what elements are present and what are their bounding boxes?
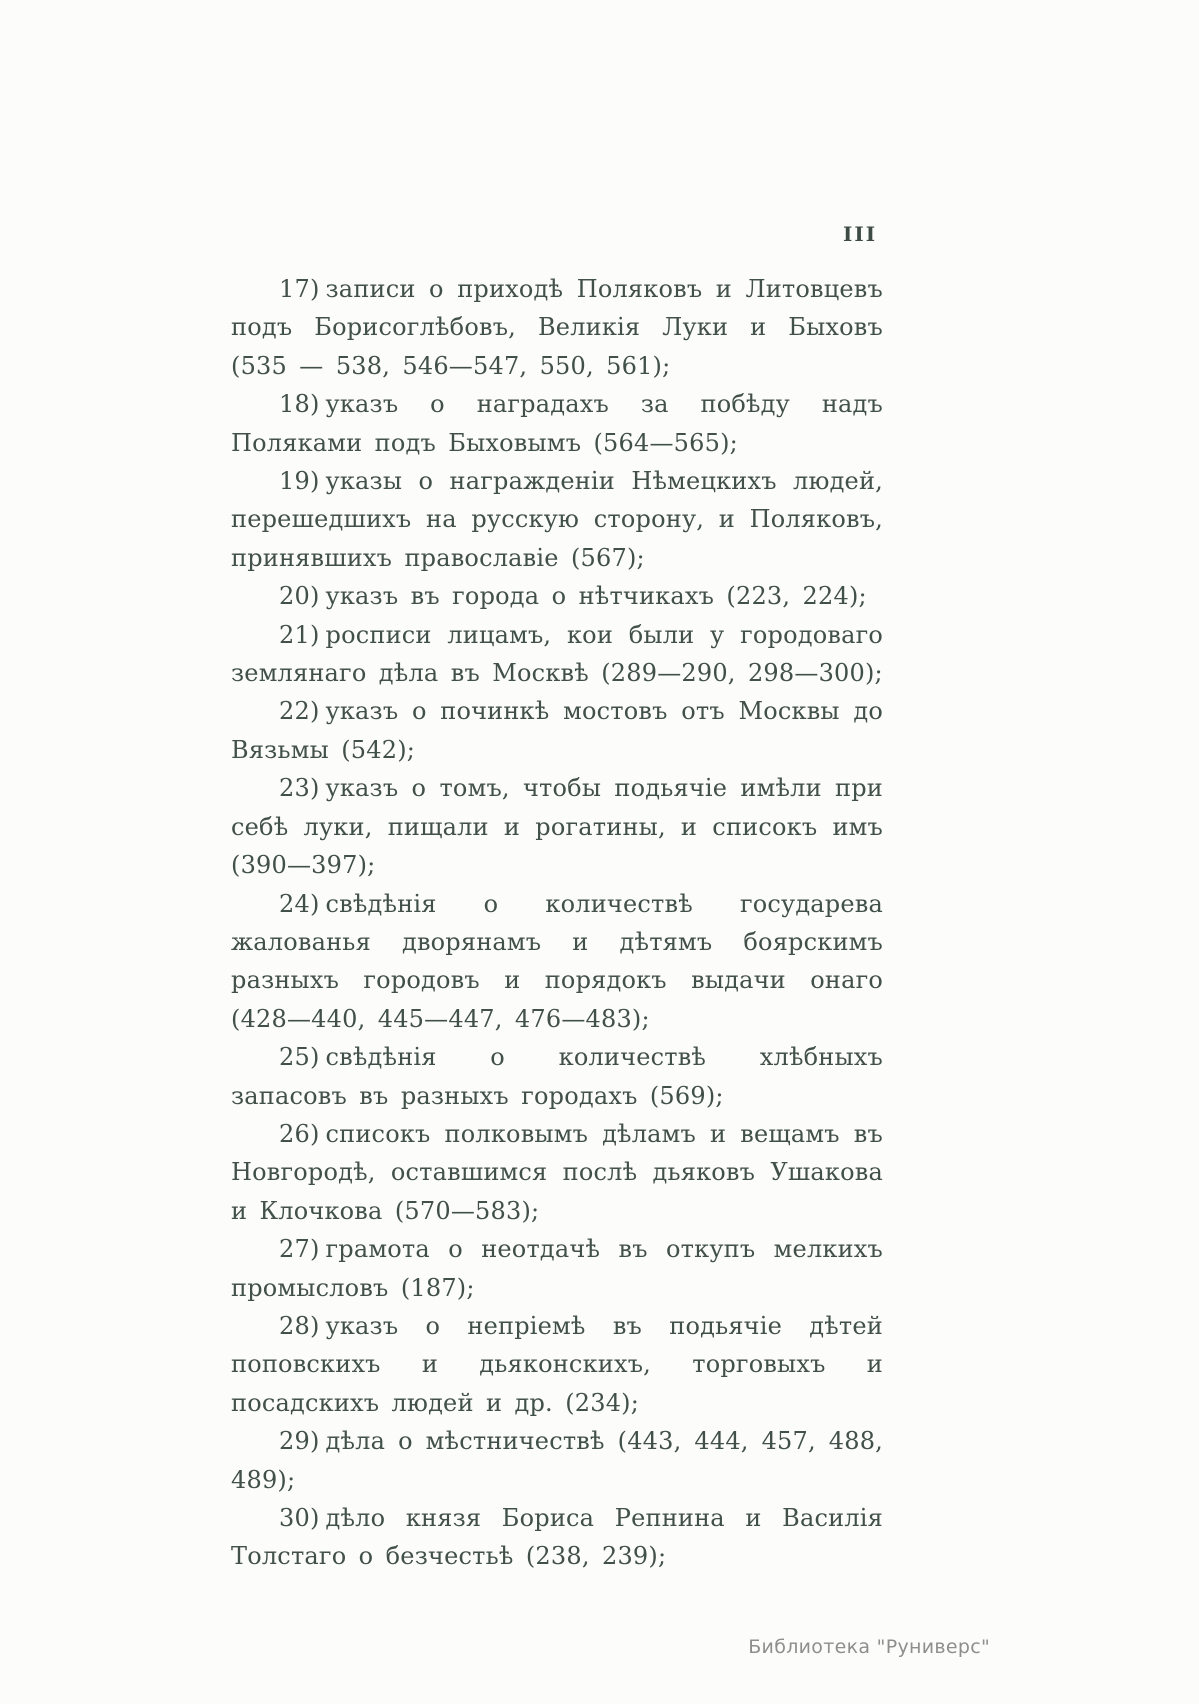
entry-text: записи о приходѣ Поляковъ и Литовцевъ подъ Борисоглѣбовъ, Великія Луки и Быховъ (535 — 538, 546—547, 550, 561); (231, 275, 883, 380)
entry-text: грамота о неотдачѣ въ откупъ мелкихъ промысловъ (187); (231, 1235, 883, 1302)
entry-text: свѣдѣнія о количествѣ хлѣбныхъ запасовъ въ разныхъ городахъ (569); (231, 1043, 883, 1110)
entry-number: 28) (279, 1311, 320, 1340)
entry-text: списокъ полковымъ дѣламъ и вещамъ въ Новгородѣ, оставшимся послѣ дьяковъ Ушакова и Клочкова (570—583); (231, 1119, 883, 1225)
entry-number: 30) (279, 1504, 320, 1532)
list-item (231, 1038, 883, 1115)
list-item (231, 385, 883, 462)
entry-number: 24) (279, 889, 320, 918)
entry-number: 29) (279, 1427, 320, 1456)
entry-number: 25) (279, 1043, 320, 1072)
list-item (231, 270, 883, 385)
entry-number: 18) (279, 390, 320, 419)
entry-text: указъ въ города о нѣтчикахъ (223, 224); (325, 582, 867, 611)
list-item (231, 769, 883, 884)
entry-number: 21) (279, 620, 320, 649)
list-item (231, 1230, 883, 1307)
list-item (231, 1307, 883, 1422)
list-item (231, 1422, 883, 1499)
entry-text: свѣдѣнія о количествѣ государева жалованья дворянамъ и дѣтямъ боярскимъ разныхъ городовъ и порядокъ выдачи онаго (428—440, 445—447, 476—483); (231, 889, 883, 1033)
entry-number: 23) (279, 774, 320, 803)
entry-text: указы о награжденіи Нѣмецкихъ людей, перешедшихъ на русскую сторону, и Поляковъ, принявшихъ православіе (567); (231, 467, 883, 572)
entry-number: 17) (279, 275, 320, 303)
entry-number: 26) (279, 1119, 320, 1148)
entry-text: указъ о непріемѣ въ подьячіе дѣтей поповскихъ и дьяконскихъ, торговыхъ и посадскихъ людей и др. (234); (231, 1311, 883, 1417)
entry-number: 19) (279, 467, 320, 496)
entry-text: указъ о починкѣ мостовъ отъ Москвы до Вязьмы (542); (231, 697, 883, 764)
list-item (231, 462, 883, 577)
entry-number: 20) (279, 582, 320, 611)
entry-text: указъ о томъ, чтобы подьячіе имѣли при себѣ луки, пищали и рогатины, и списокъ имъ (390—397); (231, 774, 883, 880)
list-item (231, 1499, 883, 1576)
list-item (231, 1115, 883, 1230)
entry-number: 27) (279, 1235, 320, 1264)
entry-text: росписи лицамъ, кои были у городоваго землянаго дѣла въ Москвѣ (289—290, 298—300); (231, 620, 883, 688)
entry-number: 22) (279, 697, 320, 726)
list-item (231, 616, 883, 693)
list-item (231, 577, 883, 615)
entry-text: дѣло князя Бориса Репнина и Василія Толстаго о безчестьѣ (238, 239); (231, 1504, 883, 1571)
list-item (231, 885, 883, 1039)
page-number: III (843, 222, 878, 246)
entry-text: указъ о наградахъ за побѣду надъ Поляками подъ Быховымъ (564—565); (231, 390, 883, 457)
library-watermark: Библиотека "Руниверс" (748, 1636, 990, 1658)
entry-text: дѣла о мѣстничествѣ (443, 444, 457, 488, 489); (231, 1427, 883, 1494)
list-item (231, 692, 883, 769)
index-entries-list (231, 270, 883, 1576)
